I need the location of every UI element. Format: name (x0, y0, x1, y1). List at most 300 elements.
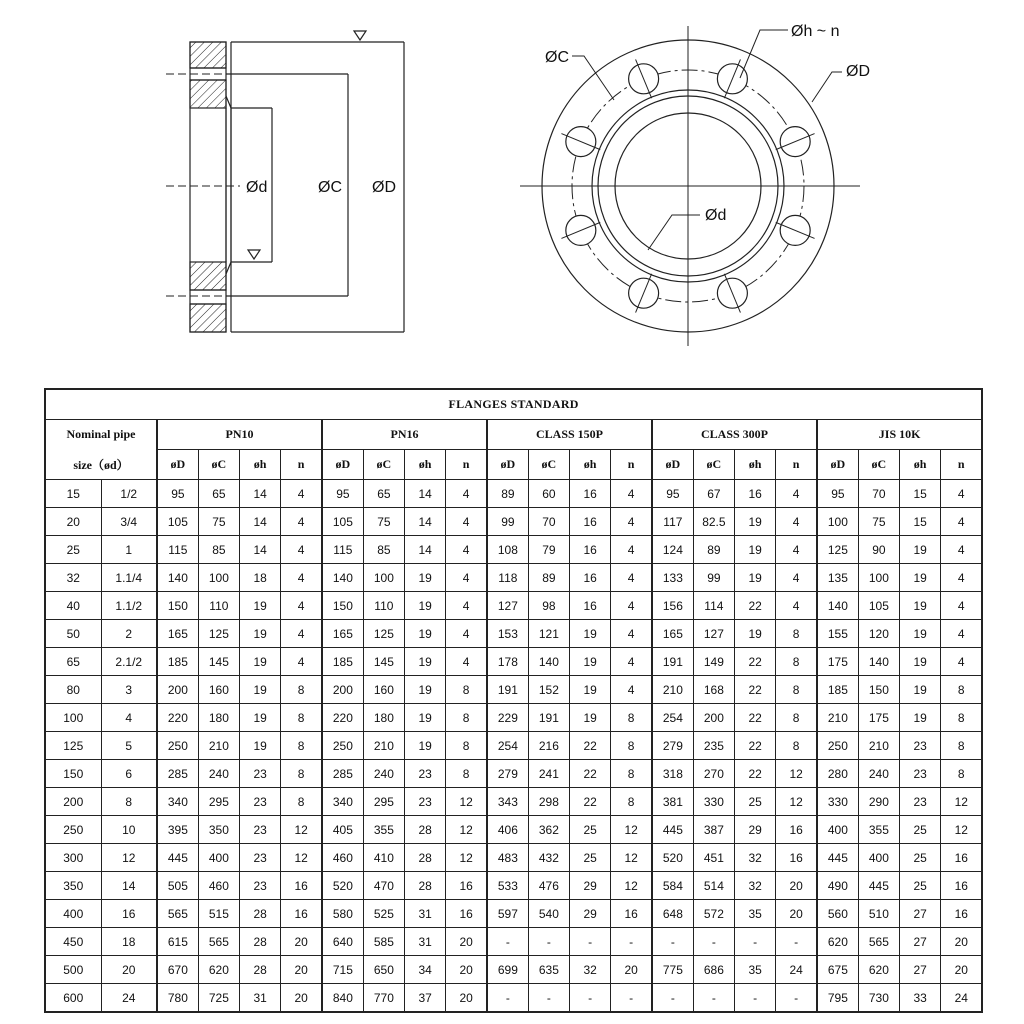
value-cell: 565 (157, 900, 198, 928)
value-cell: 4 (611, 620, 652, 648)
value-cell: 775 (652, 956, 693, 984)
value-cell: 16 (570, 508, 611, 536)
value-cell: 14 (240, 536, 281, 564)
value-cell: 140 (157, 564, 198, 592)
value-cell: - (528, 928, 569, 956)
value-cell: 12 (281, 844, 322, 872)
value-cell: 23 (405, 788, 446, 816)
value-cell: 730 (858, 984, 899, 1013)
value-cell: 165 (157, 620, 198, 648)
value-cell: 514 (693, 872, 734, 900)
value-cell: - (693, 984, 734, 1013)
value-cell: 4 (281, 620, 322, 648)
value-cell: 4 (281, 480, 322, 508)
table-row (45, 956, 982, 984)
value-cell: 470 (363, 872, 404, 900)
value-cell: 250 (817, 732, 858, 760)
value-cell: 25 (900, 872, 941, 900)
value-cell: 19 (240, 732, 281, 760)
size-cell: 40 (45, 592, 101, 620)
side-label-d: Ød (246, 179, 268, 196)
value-cell: 505 (157, 872, 198, 900)
value-cell: 127 (693, 620, 734, 648)
value-cell: 445 (817, 844, 858, 872)
value-cell: 121 (528, 620, 569, 648)
value-cell: 19 (900, 620, 941, 648)
value-cell: 65 (198, 480, 239, 508)
value-cell: 241 (528, 760, 569, 788)
value-cell: 18 (240, 564, 281, 592)
table-row (45, 760, 982, 788)
value-cell: 25 (735, 788, 776, 816)
value-cell: 8 (941, 760, 983, 788)
value-cell: 12 (776, 788, 817, 816)
value-cell: 110 (363, 592, 404, 620)
table-row (45, 816, 982, 844)
value-cell: 340 (157, 788, 198, 816)
value-cell: 19 (735, 508, 776, 536)
value-cell: 70 (858, 480, 899, 508)
value-cell: 20 (776, 872, 817, 900)
value-cell: 250 (322, 732, 363, 760)
value-cell: - (487, 928, 528, 956)
value-cell: 240 (363, 760, 404, 788)
value-cell: 25 (900, 816, 941, 844)
hatched-section-bottom (190, 262, 226, 290)
value-cell: 85 (198, 536, 239, 564)
value-cell: 4 (941, 648, 983, 676)
value-cell: 19 (570, 676, 611, 704)
value-cell: 150 (858, 676, 899, 704)
value-cell: 95 (652, 480, 693, 508)
flange-drawing (0, 0, 1024, 380)
value-cell: 22 (735, 760, 776, 788)
value-cell: 12 (611, 872, 652, 900)
value-cell: 75 (858, 508, 899, 536)
value-cell: 31 (240, 984, 281, 1013)
sub-header: n (941, 450, 983, 480)
sub-header: øC (693, 450, 734, 480)
value-cell: 28 (405, 816, 446, 844)
value-cell: 8 (281, 760, 322, 788)
value-cell: 19 (900, 564, 941, 592)
value-cell: 840 (322, 984, 363, 1013)
value-cell: 4 (611, 508, 652, 536)
value-cell: 279 (487, 760, 528, 788)
nominal-size-header: size（ød） (45, 450, 157, 480)
value-cell: 4 (611, 592, 652, 620)
value-cell: 150 (322, 592, 363, 620)
value-cell: 795 (817, 984, 858, 1013)
value-cell: 648 (652, 900, 693, 928)
value-cell: 19 (900, 648, 941, 676)
value-cell: 14 (240, 480, 281, 508)
value-cell: 99 (693, 564, 734, 592)
value-cell: 20 (281, 956, 322, 984)
value-cell: 210 (198, 732, 239, 760)
value-cell: 4 (611, 648, 652, 676)
value-cell: 229 (487, 704, 528, 732)
table-row (45, 704, 982, 732)
value-cell: 108 (487, 536, 528, 564)
value-cell: 28 (240, 900, 281, 928)
value-cell: - (611, 928, 652, 956)
value-cell: 350 (198, 816, 239, 844)
value-cell: 770 (363, 984, 404, 1013)
table-row (45, 900, 982, 928)
value-cell: 8 (281, 732, 322, 760)
value-cell: 27 (900, 928, 941, 956)
value-cell: 216 (528, 732, 569, 760)
value-cell: 19 (570, 704, 611, 732)
value-cell: 240 (858, 760, 899, 788)
value-cell: 285 (157, 760, 198, 788)
value-cell: 635 (528, 956, 569, 984)
value-cell: 22 (735, 592, 776, 620)
size-cell: 350 (45, 872, 101, 900)
value-cell: 22 (735, 732, 776, 760)
value-cell: 12 (446, 788, 487, 816)
value-cell: 25 (570, 816, 611, 844)
value-cell: 16 (941, 844, 983, 872)
value-cell: 23 (405, 760, 446, 788)
value-cell: 362 (528, 816, 569, 844)
value-cell: 387 (693, 816, 734, 844)
value-cell: 4 (281, 648, 322, 676)
value-cell: 515 (198, 900, 239, 928)
size-cell: 20 (45, 508, 101, 536)
value-cell: 16 (941, 900, 983, 928)
value-cell: 12 (941, 788, 983, 816)
value-cell: 28 (240, 956, 281, 984)
value-cell: 145 (363, 648, 404, 676)
front-label-c: ØC (545, 49, 569, 66)
value-cell: 285 (322, 760, 363, 788)
value-cell: 520 (652, 844, 693, 872)
value-cell: 4 (446, 508, 487, 536)
value-cell: - (776, 984, 817, 1013)
value-cell: 27 (900, 956, 941, 984)
table-row (45, 648, 982, 676)
value-cell: - (693, 928, 734, 956)
value-cell: 19 (405, 620, 446, 648)
table-row (45, 676, 982, 704)
value-cell: 12 (776, 760, 817, 788)
size-cell: 3 (101, 676, 157, 704)
value-cell: 12 (611, 844, 652, 872)
value-cell: 4 (446, 648, 487, 676)
value-cell: 210 (817, 704, 858, 732)
group-header: PN16 (322, 420, 487, 450)
value-cell: 23 (900, 732, 941, 760)
value-cell: 699 (487, 956, 528, 984)
value-cell: 16 (446, 872, 487, 900)
value-cell: 120 (858, 620, 899, 648)
value-cell: 210 (858, 732, 899, 760)
value-cell: 4 (446, 620, 487, 648)
value-cell: 400 (858, 844, 899, 872)
size-cell: 1 (101, 536, 157, 564)
value-cell: 19 (405, 676, 446, 704)
size-cell: 24 (101, 984, 157, 1013)
value-cell: 29 (735, 816, 776, 844)
value-cell: 140 (817, 592, 858, 620)
value-cell: 19 (405, 732, 446, 760)
group-header: JIS 10K (817, 420, 982, 450)
value-cell: 330 (817, 788, 858, 816)
value-cell: 15 (900, 508, 941, 536)
value-cell: 60 (528, 480, 569, 508)
value-cell: 180 (363, 704, 404, 732)
side-section-view (166, 31, 404, 332)
value-cell: 8 (611, 732, 652, 760)
value-cell: 22 (570, 788, 611, 816)
value-cell: 16 (446, 900, 487, 928)
value-cell: 19 (240, 704, 281, 732)
value-cell: 16 (735, 480, 776, 508)
value-cell: 19 (405, 648, 446, 676)
table-row (45, 592, 982, 620)
value-cell: 29 (570, 872, 611, 900)
value-cell: 16 (281, 872, 322, 900)
value-cell: 22 (735, 704, 776, 732)
table-row (45, 844, 982, 872)
value-cell: 355 (363, 816, 404, 844)
sub-header: n (281, 450, 322, 480)
nominal-pipe-header: Nominal pipe (45, 420, 157, 450)
value-cell: 19 (240, 648, 281, 676)
value-cell: 150 (157, 592, 198, 620)
value-cell: 510 (858, 900, 899, 928)
sub-header: n (611, 450, 652, 480)
value-cell: 178 (487, 648, 528, 676)
size-cell: 16 (101, 900, 157, 928)
value-cell: 295 (363, 788, 404, 816)
side-label-c: ØC (318, 179, 342, 196)
value-cell: 8 (446, 676, 487, 704)
value-cell: 31 (405, 928, 446, 956)
value-cell: 79 (528, 536, 569, 564)
size-cell: 32 (45, 564, 101, 592)
value-cell: 25 (570, 844, 611, 872)
value-cell: 565 (198, 928, 239, 956)
value-cell: 780 (157, 984, 198, 1013)
size-cell: 18 (101, 928, 157, 956)
value-cell: 29 (570, 900, 611, 928)
value-cell: 8 (281, 704, 322, 732)
value-cell: 95 (157, 480, 198, 508)
value-cell: 35 (735, 900, 776, 928)
value-cell: 20 (776, 900, 817, 928)
value-cell: 476 (528, 872, 569, 900)
value-cell: 23 (240, 788, 281, 816)
value-cell: 31 (405, 900, 446, 928)
value-cell: 4 (281, 508, 322, 536)
value-cell: 4 (941, 620, 983, 648)
value-cell: 8 (776, 704, 817, 732)
value-cell: 65 (363, 480, 404, 508)
sub-header: øC (858, 450, 899, 480)
value-cell: 8 (776, 732, 817, 760)
value-cell: 95 (322, 480, 363, 508)
value-cell: 100 (858, 564, 899, 592)
value-cell: 185 (322, 648, 363, 676)
value-cell: 560 (817, 900, 858, 928)
hatched-section-top2 (190, 80, 226, 108)
value-cell: 12 (281, 816, 322, 844)
sub-header: øC (198, 450, 239, 480)
value-cell: 675 (817, 956, 858, 984)
table-title: FLANGES STANDARD (45, 389, 982, 420)
size-cell: 450 (45, 928, 101, 956)
front-label-D: ØD (846, 63, 870, 80)
sub-header: øh (570, 450, 611, 480)
value-cell: 19 (405, 704, 446, 732)
value-cell: 405 (322, 816, 363, 844)
value-cell: 160 (363, 676, 404, 704)
value-cell: 725 (198, 984, 239, 1013)
sub-header: øD (322, 450, 363, 480)
value-cell: 8 (611, 704, 652, 732)
value-cell: 32 (735, 844, 776, 872)
value-cell: 168 (693, 676, 734, 704)
value-cell: 14 (240, 508, 281, 536)
group-header: PN10 (157, 420, 322, 450)
table-row (45, 480, 982, 508)
value-cell: 125 (363, 620, 404, 648)
flanges-standard-table (44, 388, 983, 1013)
sub-header: øC (363, 450, 404, 480)
value-cell: 90 (858, 536, 899, 564)
value-cell: - (611, 984, 652, 1013)
value-cell: 279 (652, 732, 693, 760)
size-cell: 125 (45, 732, 101, 760)
value-cell: 82.5 (693, 508, 734, 536)
value-cell: 100 (363, 564, 404, 592)
value-cell: 8 (611, 760, 652, 788)
table-row (45, 788, 982, 816)
value-cell: 400 (817, 816, 858, 844)
sub-header: øh (405, 450, 446, 480)
value-cell: 100 (817, 508, 858, 536)
value-cell: 19 (570, 620, 611, 648)
sub-header: n (446, 450, 487, 480)
size-cell: 150 (45, 760, 101, 788)
value-cell: 23 (900, 788, 941, 816)
value-cell: 8 (776, 620, 817, 648)
value-cell: 640 (322, 928, 363, 956)
size-cell: 2 (101, 620, 157, 648)
value-cell: 8 (941, 676, 983, 704)
value-cell: 445 (157, 844, 198, 872)
value-cell: 22 (735, 676, 776, 704)
value-cell: 355 (858, 816, 899, 844)
value-cell: 210 (363, 732, 404, 760)
value-cell: 22 (570, 760, 611, 788)
value-cell: 20 (446, 956, 487, 984)
value-cell: 100 (198, 564, 239, 592)
value-cell: 140 (322, 564, 363, 592)
value-cell: 156 (652, 592, 693, 620)
value-cell: 4 (776, 508, 817, 536)
value-cell: 98 (528, 592, 569, 620)
value-cell: 250 (157, 732, 198, 760)
size-cell: 500 (45, 956, 101, 984)
table-row (45, 508, 982, 536)
value-cell: 16 (570, 564, 611, 592)
value-cell: 597 (487, 900, 528, 928)
value-cell: 4 (941, 592, 983, 620)
value-cell: 4 (611, 480, 652, 508)
value-cell: 585 (363, 928, 404, 956)
size-cell: 15 (45, 480, 101, 508)
value-cell: 16 (611, 900, 652, 928)
value-cell: 19 (570, 648, 611, 676)
value-cell: 23 (900, 760, 941, 788)
value-cell: 105 (322, 508, 363, 536)
value-cell: 20 (941, 956, 983, 984)
value-cell: 235 (693, 732, 734, 760)
value-cell: 25 (900, 844, 941, 872)
value-cell: 4 (281, 564, 322, 592)
value-cell: 254 (652, 704, 693, 732)
value-cell: 20 (446, 928, 487, 956)
value-cell: 175 (817, 648, 858, 676)
value-cell: 565 (858, 928, 899, 956)
value-cell: 4 (941, 564, 983, 592)
value-cell: 24 (776, 956, 817, 984)
size-cell: 12 (101, 844, 157, 872)
value-cell: 165 (652, 620, 693, 648)
value-cell: 620 (858, 956, 899, 984)
value-cell: 19 (240, 592, 281, 620)
value-cell: 20 (611, 956, 652, 984)
value-cell: 19 (900, 536, 941, 564)
sub-header: øC (528, 450, 569, 480)
value-cell: 149 (693, 648, 734, 676)
value-cell: 14 (405, 508, 446, 536)
value-cell: 410 (363, 844, 404, 872)
value-cell: 99 (487, 508, 528, 536)
value-cell: 445 (858, 872, 899, 900)
side-label-D: ØD (372, 179, 396, 196)
value-cell: 8 (611, 788, 652, 816)
sub-header: øD (157, 450, 198, 480)
value-cell: 4 (446, 480, 487, 508)
value-cell: 533 (487, 872, 528, 900)
value-cell: 185 (157, 648, 198, 676)
value-cell: 140 (528, 648, 569, 676)
value-cell: 490 (817, 872, 858, 900)
value-cell: 89 (528, 564, 569, 592)
value-cell: 650 (363, 956, 404, 984)
value-cell: 14 (405, 536, 446, 564)
size-cell: 1/2 (101, 480, 157, 508)
table-row (45, 872, 982, 900)
sub-header: øh (900, 450, 941, 480)
size-cell: 65 (45, 648, 101, 676)
value-cell: - (528, 984, 569, 1013)
size-cell: 400 (45, 900, 101, 928)
value-cell: 175 (858, 704, 899, 732)
value-cell: 14 (405, 480, 446, 508)
value-cell: 395 (157, 816, 198, 844)
value-cell: 23 (240, 844, 281, 872)
value-cell: 95 (817, 480, 858, 508)
value-cell: 4 (776, 480, 817, 508)
value-cell: 19 (240, 676, 281, 704)
value-cell: 406 (487, 816, 528, 844)
